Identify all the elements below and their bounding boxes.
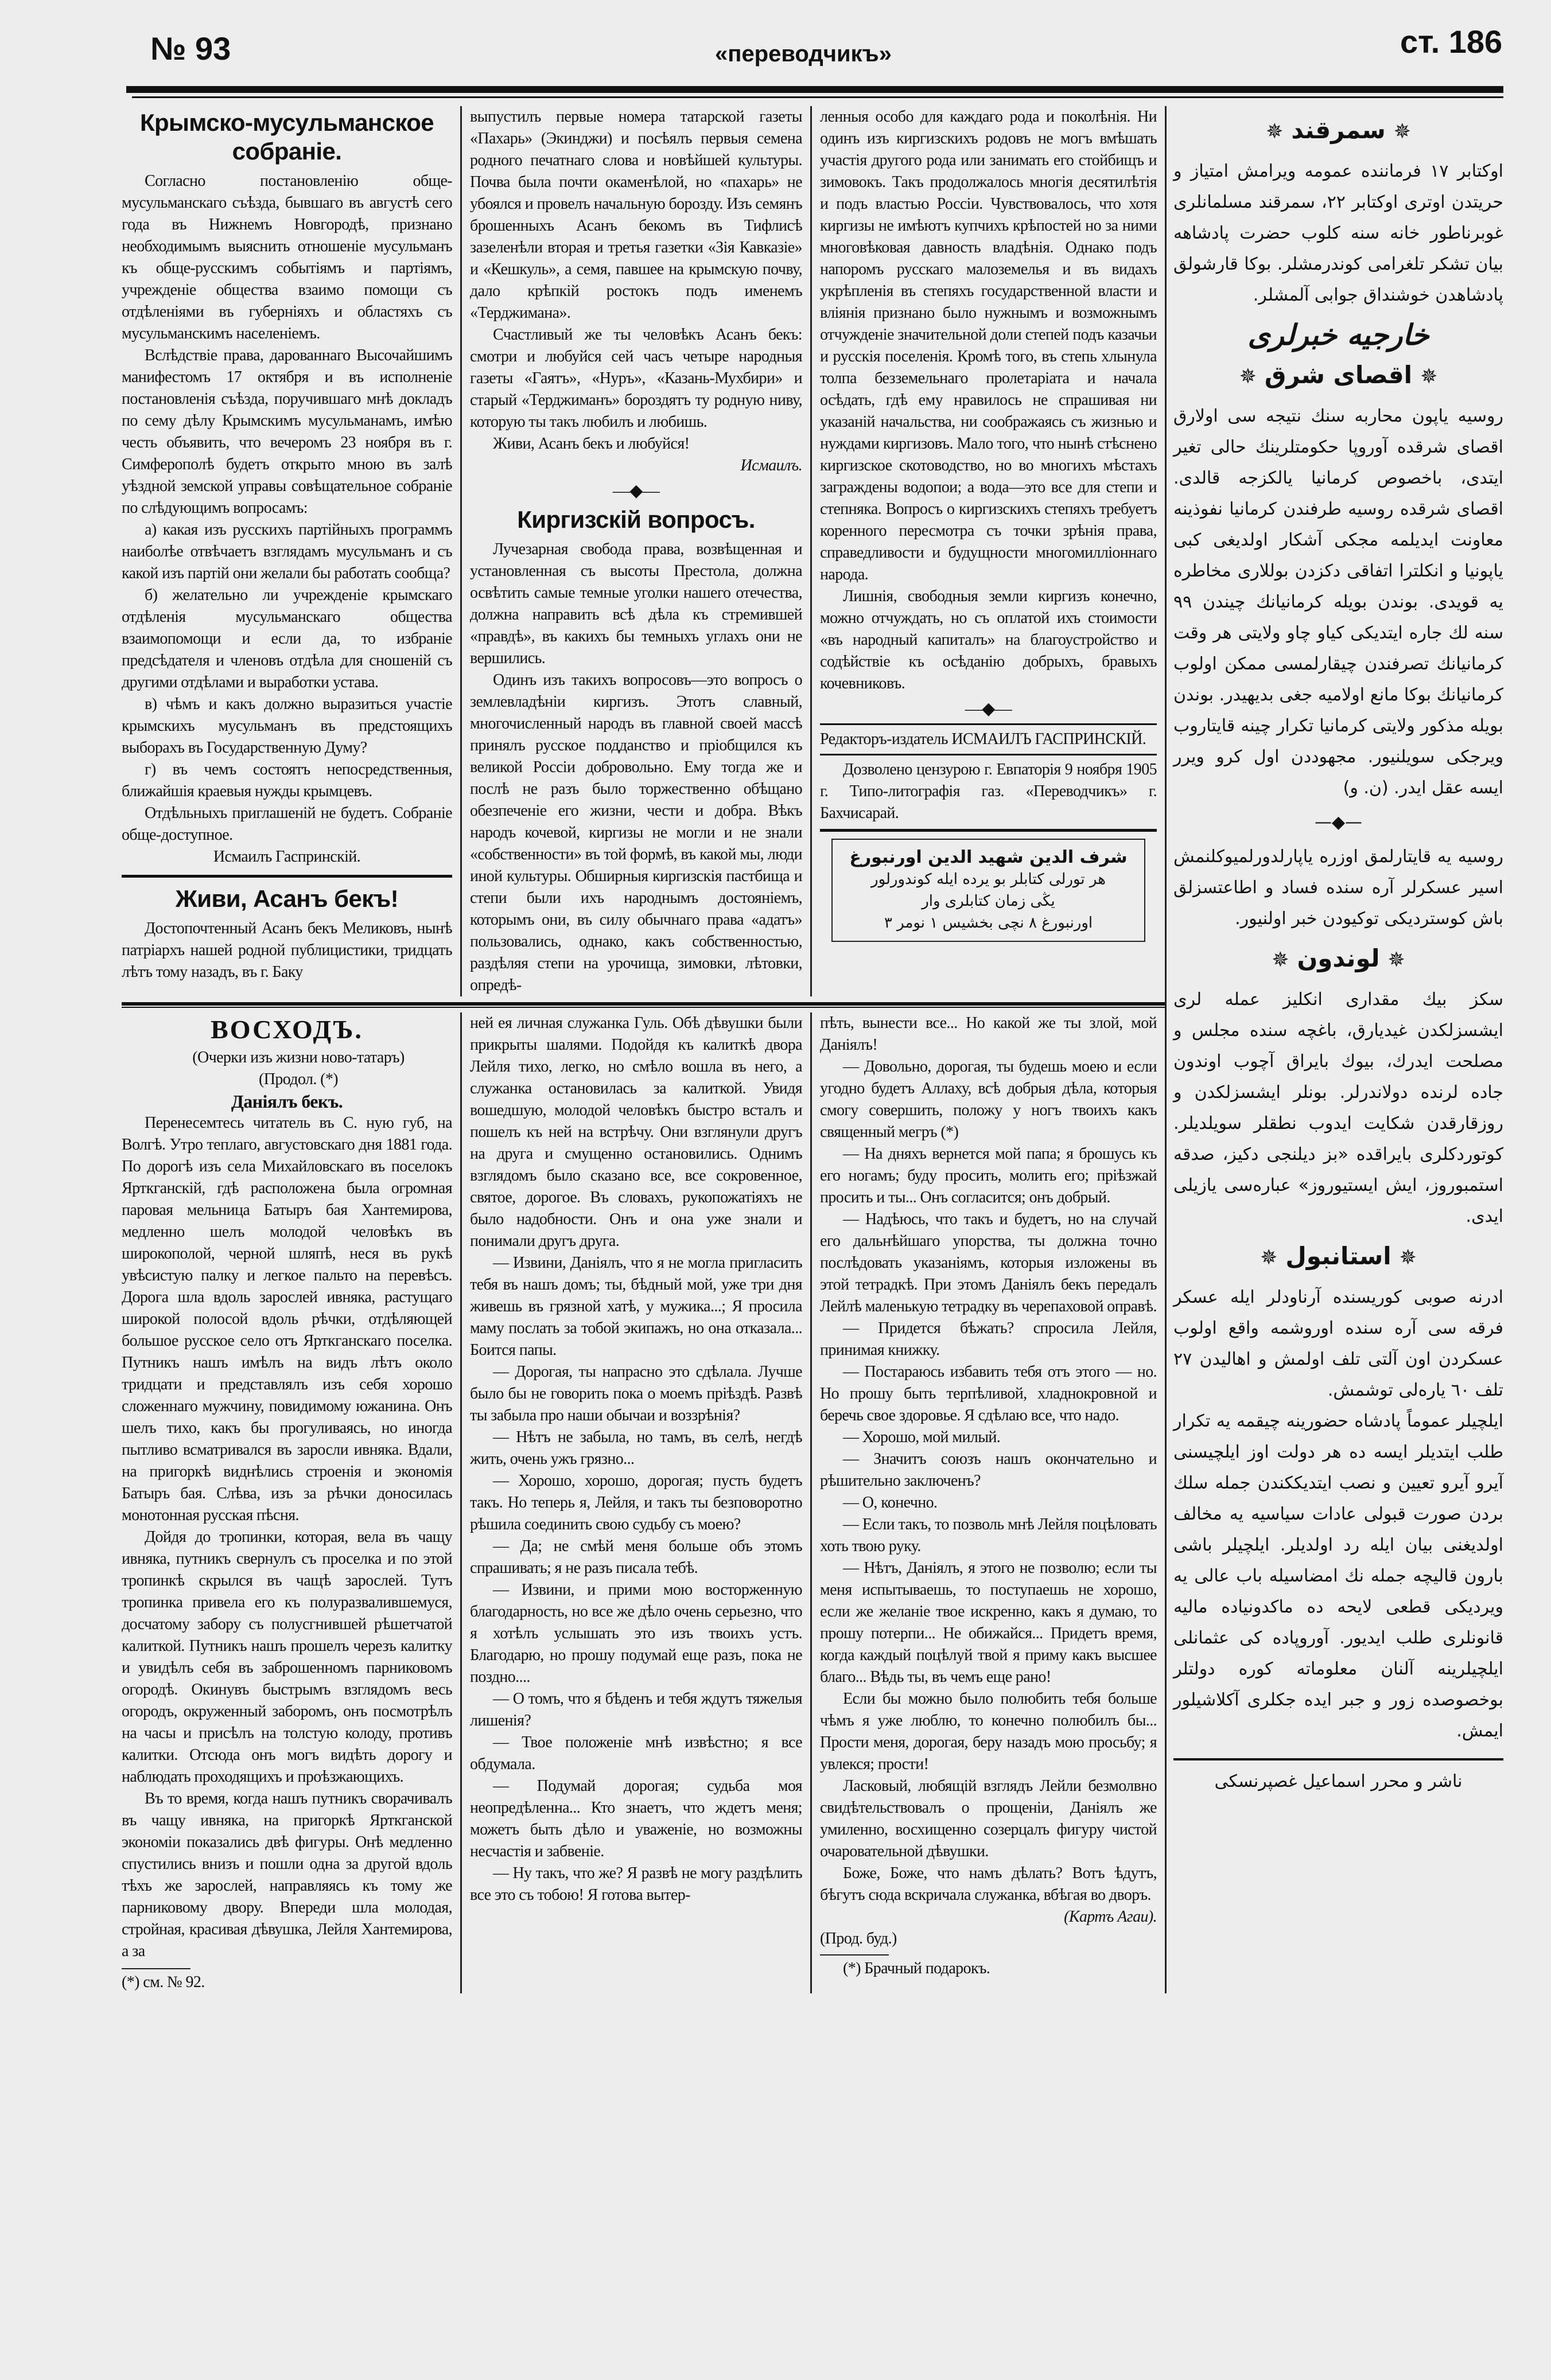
ornament-divider: —◆— <box>1314 812 1363 832</box>
paragraph: Лишнія, свободныя земли киргизъ конечно, можно отчуждать, но съ оплатой ихъ стоимости «въ народный капиталъ» на благоустройство и содѣйствіе къ осѣданію добрыхъ, бравыхъ кочевниковъ. <box>820 587 1157 692</box>
to-be-continued: (Прод. буд.) <box>820 1930 897 1947</box>
paragraph: г) въ чемъ состоятъ непосредственныя, ближайшія краевыя нужды крымцевъ. <box>122 761 452 800</box>
serial-title: ВОСХОДЪ. <box>211 1015 363 1044</box>
russian-columns <box>122 106 1165 1993</box>
paragraph: — Твое положеніе мнѣ извѣстно; я все обдумала. <box>470 1734 802 1773</box>
divider <box>122 875 452 878</box>
paragraph: — Хорошо, мой милый. <box>843 1428 1001 1446</box>
ornament-icon: ✵ <box>1266 120 1284 143</box>
paragraph: Дойдя до тропинки, которая, вела въ чащу ивняка, путникъ свернулъ съ проселка и по этой тропинкѣ скрылся въ чащѣ зарослей. Тутъ тропинка привела его къ полуразвалившемуся, досчатому забору съ полусгнившей рѣшетчатой калиткой. Путникъ нашъ прошелъ черезъ калитку и увидѣлъ себя въ заброшенномъ парниковомъ огородѣ. Окинувъ быстрымъ взглядомъ весь огородъ, окруженный заборомъ, онъ посмотрѣлъ на часы и присѣлъ на толстую колоду, противъ калитки. Отсюда онъ могъ видѣть дорогу и наблюдать проходящихъ и проѣзжающихъ. <box>122 1528 452 1786</box>
section-heading-istanbul <box>1173 1240 1503 1274</box>
paragraph: б) желательно ли учрежденіе крымскаго отдѣленія мусульманскаго общества взаимопомощи и если да, то избраніе предсѣдателя и членовъ отдѣла для сношеній съ другими отдѣлами и выработки устава. <box>122 586 452 691</box>
ornament-icon: ✵ <box>1399 1246 1417 1269</box>
publisher-footer: ناشر و محرر اسماعيل غصپرنسكى <box>1173 1758 1503 1797</box>
paragraph: — Если такъ, то позволь мнѣ Лейля поцѣловать хоть твою руку. <box>820 1516 1157 1555</box>
article-crimean-assembly <box>122 106 460 996</box>
article-long-live-asan-bek-cont <box>460 106 810 996</box>
paragraph: Счастливый же ты человѣкъ Асанъ бекъ: смотри и любуйся сей часъ четыре народныя газеты «Гаятъ», «Нуръ», «Казань-Мухбири» и старый «Терджиманъ» бороздятъ ту родную ниву, которую ты такъ любилъ и любишь. <box>470 326 802 431</box>
paragraph: Ласковый, любящій взглядъ Лейли безмолвно свидѣтельствовалъ о прощеніи, Даніялъ же умиленно, восхищенно созерцалъ фигуру чистой очаровательной дѣвушки. <box>820 1777 1157 1860</box>
top-section <box>122 106 1165 996</box>
author: (Картъ Агаи). <box>1064 1908 1157 1926</box>
page-number: ст. 186 <box>1400 24 1503 60</box>
paragraph: Согласно постановленію обще-мусульманскаго съѣзда, бывшаго въ августѣ сего года въ Нижнемъ Новгородѣ, признано необходимымъ выяснить отношеніе мусульманъ къ обще-русскимъ событіямъ и партіямъ, учрежденіе общества взаимо помощи съ отдѣленіями въ губерніяхъ и областяхъ съ мусульманскимъ населеніемъ. <box>122 172 452 342</box>
paragraph: пѣть, вынести все... Но какой же ты злой, мой Даніялъ! <box>820 1014 1157 1054</box>
section-heading-foreign-news: خارجيه خبرلرى <box>1247 318 1429 352</box>
paragraph: — Извини, и прими мою восторженную благодарность, но все же дѣло очень серьезно, что я хотѣлъ услышать это изъ твоихъ устъ. Благодарю, но прошу подумай еще разъ, пока не поздно.... <box>470 1581 802 1686</box>
ornament-icon: ✵ <box>1387 948 1405 972</box>
paragraph: اوكتابر ١٧ فرماننده عمومه ويرامش امتياز و حريتدن اوترى اوكتابر ٢٢، سمرقند مسلمانلرى غوبرناطور خانه سنه كلوب حضرت پادشاهه بيان تشكر تلغرامى كوندرمشلر. بوكا قارشولق پادشاهدن خوشنداق جوابى آلمشلر. <box>1173 161 1503 305</box>
serial-voskhod-part2 <box>460 1012 810 1993</box>
masthead-rule-thin <box>132 96 1503 98</box>
paragraph: — Да; не смѣй меня больше объ этомъ спрашивать; я не разъ писала тебѣ. <box>470 1537 802 1577</box>
paragraph: — Постараюсь избавить тебя отъ этого — но. Но прошу быть терпѣливой, хладнокровной и беречь свое здоровье. Я сдѣлаю все, что надо. <box>820 1363 1157 1424</box>
serial-voskhod-part1 <box>122 1012 460 1993</box>
bottom-section <box>122 1012 1165 1993</box>
footnote-rule <box>122 1968 191 1969</box>
divider <box>820 754 1157 755</box>
paragraph: ленныя особо для каждаго рода и поколѣнія. Ни одинъ изъ киргизскихъ родовъ не могъ вмѣшать участія другого рода или занимать его стойбищъ и зимовокъ. Такъ продолжалось многія десятилѣтія и подъ властью Россіи. Чувствовалось, что хотя киргизы не имѣютъ купчихъ крѣпостей но за ними многовѣковая давность владѣнія. Однако подъ напоромъ русскаго малоземелья и въ видахъ укрѣпленія въ степяхъ государственной власти и вліянія признано было нужнымъ и возможнымъ отчужденіе значительной доли степей подъ казачьи и русскія поселенія. Кромѣ того, въ степь хлынула толпа безземельнаго пролетаріата и начала осѣдать, гдѣ ему нравилось не спрашивая ни указаній начальства, ни соображаясь съ жизнью и нуждами киргизовъ. Мало того, что нынѣ стѣснено киргизское скотоводство, но во многихъ мѣстахъ заграждены водопои; а вода—это все для степи и степняка. Вопросъ о киргизскихъ степяхъ требуетъ коренного пересмотра съ точки зрѣнія права, справедливости и будущности многомилліоннаго народа. <box>820 108 1157 583</box>
serial-subtitle: (Очерки изъ жизни ново-татаръ) <box>192 1049 405 1066</box>
paragraph: — Нѣтъ не забыла, но тамъ, въ селѣ, негдѣ жить, очень ужъ грязно... <box>470 1428 802 1468</box>
ad-line: اورنبورغ ٨ نچى بخشيس ١ نومر ٣ <box>884 914 1093 932</box>
paragraph: — Надѣюсь, что такъ и будетъ, но на случай его дальнѣйшаго упорства, ты должна точно послѣдовать указаніямъ, которыя изложены въ этой тетрадкѣ. При этомъ Даніялъ бекъ передалъ Лейлѣ маленькую тетрадку въ черепаховой оправѣ. <box>820 1210 1157 1315</box>
divider <box>820 829 1157 832</box>
heading-text: اقصاى شرق <box>1264 361 1413 389</box>
headline: Крымско-мусульманское собраніе. <box>139 109 434 165</box>
section-heading-far-east <box>1173 359 1503 393</box>
ornament-icon: ✵ <box>1393 120 1411 143</box>
paragraph: — Придется бѣжать? спросила Лейля, принимая книжку. <box>820 1319 1157 1359</box>
heading-text: سمرقند <box>1291 116 1386 144</box>
ad-line: يڭى زمان كتابلرى وار <box>922 893 1055 910</box>
paragraph: Если бы можно было полюбить тебя больше чѣмъ я уже люблю, то конечно полюбилъ бы... Прости меня, дорогая, беру назадъ мою просьбу; я увлекся; прости! <box>820 1690 1157 1773</box>
paragraph: а) какая изъ русскихъ партійныхъ программъ наиболѣе отвѣчаетъ взглядамъ мусульманъ и съ какой изъ партій они желали бы работать сообща? <box>122 521 452 582</box>
paragraph: ايلچيلر عموماً پادشاه حضورينه چيقمه يه تكرار طلب ايتديلر ايسه ده هر دولت اوز ايلچيسنى آيرو آيرو تعيين و نصب ايتديككندن جمله سلك بردن صورت قبولى عادات سياسيه يه مخالف اولديغنى بيان ايله رد اولديلر. ايلچيلر باشى بارون قاليچه جمله نك امضاسيله باب عالى يه ويرديكى قطعى لايحه ده ماكدونياده ماليه قانونلرى طلب ايديور. آوروپاده كى عثمانلى ايلچيلرينه آلنان معلوماته كوره دولتلر بوخصوصده زور و جبر ايده جكلرى آكلاشيلور ايمش. <box>1173 1411 1503 1741</box>
advertisement <box>831 839 1145 942</box>
paragraph: سكز بيك مقدارى انكليز عمله لرى ايشسزلكدن غيديارق، باغچه سنده مجلس و مصلحت ايدرك، بيوك بايراق آچوب اوندون جاده لرنده دولاندرلر. بونلر ايشسزلكدن و روزقارقدن شكايت ايدوب نطقلر سويلديلر. كوتوردكلرى بايراقده «بز ديلنجى دكيز، صدقه استمبوروز، ايش ايستيوروز» عبارەسى يازيلى ايدى. <box>1173 990 1503 1226</box>
paragraph: Живи, Асанъ бекъ и любуйся! <box>493 435 690 453</box>
headline: Живи, Асанъ бекъ! <box>175 885 399 912</box>
ad-title: شرف الدين شهيد الدين اورنبورغ <box>849 847 1128 867</box>
ottoman-turkish-news-column <box>1173 106 1503 1797</box>
paragraph: روسيه يه قايتارلمق اوزره ياپارلدورلميوكلنمش اسير عسكرلر آره سنده فساد و اطاعتسزلق باش كوسترديكى توكيودن خبر اولنيور. <box>1173 847 1503 929</box>
paragraph: Вслѣдствіе права, дарованнаго Высочайшимъ манифестомъ 17 октября и въ исполненіе постановленія съѣзда, поручившаго мнѣ докладъ по сему дѣлу Крымскимъ мусульманамъ, имѣю честь объявить, что вечеромъ 23 ноября въ г. Симферополѣ будетъ открыто мною въ залѣ уѣздной земской управы совѣщательное собраніе по слѣдующимъ вопросамъ: <box>122 346 452 517</box>
ornament-icon: ✵ <box>1239 365 1257 388</box>
section-rule <box>122 1002 1165 1006</box>
newspaper-title: «переводчикъ» <box>715 41 892 67</box>
ornament-icon: ✵ <box>1420 365 1438 388</box>
headline: Киргизскій вопросъ. <box>517 506 755 533</box>
paragraph: — Ну такъ, что же? Я развѣ не могу раздѣлить все это съ тобою! Я готова вытер- <box>470 1864 802 1904</box>
article-kirghiz-question-cont <box>810 106 1165 996</box>
footnote: (*) Брачный подарокъ. <box>843 1960 990 1977</box>
paragraph: — Подумай дорогая; судьба моя неопредѣленна... Кто знаетъ, что ждетъ меня; можетъ быть дѣло и уваженіе, но возможны несчастія и забвеніе. <box>470 1777 802 1860</box>
paragraph: — Довольно, дорогая, ты будешь моею и если угодно будетъ Аллаху, всѣ добрыя дѣла, которыя смогу совершить, положу у ногъ твоихъ какъ священный мегръ (*) <box>820 1058 1157 1141</box>
paragraph: ней ея личная служанка Гуль. Обѣ дѣвушки были прикрыты шалями. Подойдя къ калиткѣ двора Лейля тихо, легко, но смѣло вошла въ него, а служанка остановилась за калиткой. Увидя вошедшую, молодой человѣкъ быстро всталъ и пошелъ къ ней на встрѣчу. Они взглянули другъ на друга и смущенно остановились. Однимъ взглядомъ было сказано все, все сокровенное, святое, дорогое. Въ словахъ, рукопожатіяхъ не было надобности. Онъ и она уже знали и понимали другъ друга. <box>470 1014 802 1250</box>
heading-text: استانبول <box>1285 1242 1391 1270</box>
paragraph: Отдѣльныхъ приглашеній не будетъ. Собраніе обще-доступное. <box>122 804 452 844</box>
section-heading-london <box>1173 942 1503 976</box>
section-rule-thin <box>122 1007 1165 1008</box>
heading-text: لوندون <box>1297 944 1380 972</box>
paragraph: Боже, Боже, что намъ дѣлать? Вотъ ѣдутъ, бѣгутъ сюда вскричала служанка, вбѣгая во дворъ. <box>820 1864 1157 1904</box>
paragraph: — Дорогая, ты напрасно это сдѣлала. Лучше было бы не говорить пока о моемъ пріѣздѣ. Развѣ ты забыла про наши обычаи и воззрѣнія? <box>470 1363 802 1424</box>
issue-number: № 93 <box>150 30 231 67</box>
ad-line: هر تورلى كتابلر بو يرده ايله كوندورلور <box>871 871 1106 888</box>
paragraph: в) чѣмъ и какъ должно выразиться участіе крымскихъ мусульманъ въ предстоящихъ выборахъ въ Государственную Думу? <box>122 695 452 757</box>
paragraph: Лучезарная свобода права, возвѣщенная и установленная съ высоты Престола, должна освѣтить самые темные уголки нашего отечества, должна направить всѣ дѣла къ стремившей «правдѣ», въ какихъ бы темныхъ углахъ они не вершились. <box>470 540 802 667</box>
paragraph: — Хорошо, хорошо, дорогая; пусть будетъ такъ. Но теперь я, Лейля, и такъ ты безповоротно рѣшила соединить свою судьбу съ моею? <box>470 1472 802 1533</box>
paragraph: — О томъ, что я бѣденъ и тебя ждутъ тяжелыя лишенія? <box>470 1690 802 1730</box>
paragraph: Въ то время, когда нашъ путникъ сворачивалъ въ чащу ивняка, на пригоркѣ Ярткганской экономіи показались двѣ фигуры. Онѣ медленно спустились внизъ и пошли одна за другой вдоль тѣхъ же зарослей, направляясь къ тому же парниковому двору. Впереди шла молодая, стройная, красивая дѣвушка, Лейля Хантемирова, а за <box>122 1790 452 1960</box>
divider <box>820 723 1157 725</box>
column-divider <box>1165 106 1167 1993</box>
ornament-icon: ✵ <box>1260 1246 1278 1269</box>
paragraph: — Извини, Даніялъ, что я не могла пригласить тебя въ нашъ домъ; ты, бѣдный мой, уже три дня живешь въ грязной хатѣ, у мужика...; Я просила маму послать за тобой экипажъ, но она отказала... Боится папы. <box>470 1254 802 1359</box>
paragraph: Достопочтенный Асанъ бекъ Меликовъ, нынѣ патріархъ нашей родной публицистики, тридцать лѣтъ тому назадъ, въ г. Баку <box>122 920 452 981</box>
footnote: (*) см. № 92. <box>122 1973 205 1991</box>
paragraph: Перенесемтесь читатель въ С. ную губ, на Волгѣ. Утро теплаго, августовскаго дня 1881 года. По дорогѣ изъ села Михайловскаго въ поселокъ Ярткганскій, гдѣ расположена была огромная паровая мельница Батыръ бая Хантемирова, медленно шелъ молодой человѣкъ въ широкополой, черной шляпѣ, неся въ рукѣ увѣсистую палку и легкое пальто на перевѣсъ. Дорога шла вдоль зарослей ивняка, растущаго широкой полосой вдоль рѣчки, отдѣляющей большое русское село отъ Ярткганскаго поселка. Путникъ нашъ имѣлъ на видъ лѣтъ около тридцати и представлялъ изъ себя хорошо сложеннаго мужчину, повидимому южанина. Онъ шелъ тихо, какъ бы прогуливаясь, но иногда пытливо всматривался въ заросли ивняка. Вдали, на пригоркѣ виднѣлись строенія и экономія Батыръ бая. Слѣва, изъ за рѣчки доносилась монотонная русская пѣсня. <box>122 1114 452 1524</box>
paragraph: روسيه ياپون محاربه سنك نتيجه سى اولارق اقصاى شرقده آوروپا حكومتلرينك حالى تغير ايتدى، باخصوص كرمانيا يالكزجه قالدى. اقصاى شرقده روسيه طرفندن كرمانيا نفوذينه معاونت ايديلمه مجكى آشكار اولديغى كبى ياپونيا و انكلترا اتفاقى دكزدن بوللارى مخاطره يه قويدى. بوندن بويله كرمانيانك چيندن ٩٩ سنه لك جاره ايتديكى كياو چاو ولايتى هر وقت كرمانيانك تصرفندن چيقارلمسى ممكن اولوب كرمانيانك بوكا مانع اولاميه جغى بديهيدر. بوندن بويله مذكور ولايتى كرمانيا تكرار چينه قايتاروب ويرجكى سويلنيور. مجهوددن اول كرو ويرر ايسه عقل ايدر. (ن. و) <box>1173 406 1503 798</box>
paragraph: ادرنه صوبى كوريسنده آرناودلر ايله عسكر فرقه سى آره سنده اوروشمه واقع اولوب عسكردن اون آلتى تلف اولمش و اهاليدن ٢٧ تلف ٦٠ يارەلى توشمش. <box>1173 1287 1503 1400</box>
paragraph: выпустилъ первые номера татарской газеты «Пахарь» (Экинджи) и посѣялъ первыя семена родного печатнаго слова и новѣйшей культуры. Почва была почти окаменѣлой, но «пахарь» не убоялся и провелъ начальную борозду. Изъ семянъ брошенныхъ Асанъ бекомъ въ Тифлисѣ зазеленѣли вторая и третья газетки «Зія Кавказіе» и «Кешкуль», а семя, павшее на крымскую почву, дало крѣпкій ростокъ подъ именемъ «Терджимана». <box>470 108 802 322</box>
masthead-rule <box>126 86 1503 93</box>
chapter-title: Даніялъ бекъ. <box>231 1091 343 1112</box>
section-heading-samarkand <box>1173 114 1503 148</box>
serial-continued: (Продол. (*) <box>258 1070 339 1088</box>
signature: Исмаилъ. <box>740 457 802 474</box>
footnote-rule <box>820 1954 889 1956</box>
paragraph: — На дняхъ вернется мой папа; я брошусь къ его ногамъ; буду просить, молить его; пріѣзжай просить и ты... Онъ согласится; онъ добрый. <box>820 1145 1157 1206</box>
serial-voskhod-part3 <box>810 1012 1165 1993</box>
censor-line: Дозволено цензурою г. Евпаторія 9 ноября 1905 г. Типо-литографія газ. «Переводчикъ» г. Бахчисарай. <box>820 761 1157 822</box>
ornament-divider: —◆— <box>612 481 660 500</box>
editor-line: Редакторъ-издатель ИСМАИЛЪ ГАСПРИНСКІЙ. <box>820 730 1146 748</box>
ornament-icon: ✵ <box>1272 948 1289 972</box>
paragraph: — Значитъ союзъ нашъ окончательно и рѣшительно заключенъ? <box>820 1450 1157 1490</box>
paragraph: Одинъ изъ такихъ вопросовъ—это вопросъ о землевладѣніи киргизъ. Этотъ славный, многочисленный народъ въ главной своей массѣ принялъ русское подданство и пріобщился къ великой Россіи добровольно. Ему тогда же и послѣ не разъ было торжественно обѣщано обезпеченіе его жизни, чести и добра. Вѣкъ народъ кочевой, киргизы не могли и не знали «собственности» въ той формѣ, въ какой мы, люди иной культуры. Обширныя киргизскія пастбища и степи были ихъ народнымъ достояніемъ, которымъ они, въ силу обычнаго права «адатъ» пользовались, однако, какъ собственностью, раздѣляя степи на урочища, зимовки, лѣтовки, опредѣ- <box>470 671 802 994</box>
signature: Исмаилъ Гаспринскій. <box>213 848 361 866</box>
paragraph: — О, конечно. <box>843 1494 938 1512</box>
ornament-divider: —◆— <box>965 699 1012 718</box>
paragraph: — Нѣтъ, Даніялъ, я этого не позволю; если ты меня испытываешь, то поступаешь не хорошо, если же желаніе твое искренно, какъ я думаю, то прошу потерпи... Не обижайся... Придетъ время, когда каждый поцѣлуй твой я приму какъ высшее благо... Вѣдь ты, въ чемъ еще рано! <box>820 1559 1157 1686</box>
